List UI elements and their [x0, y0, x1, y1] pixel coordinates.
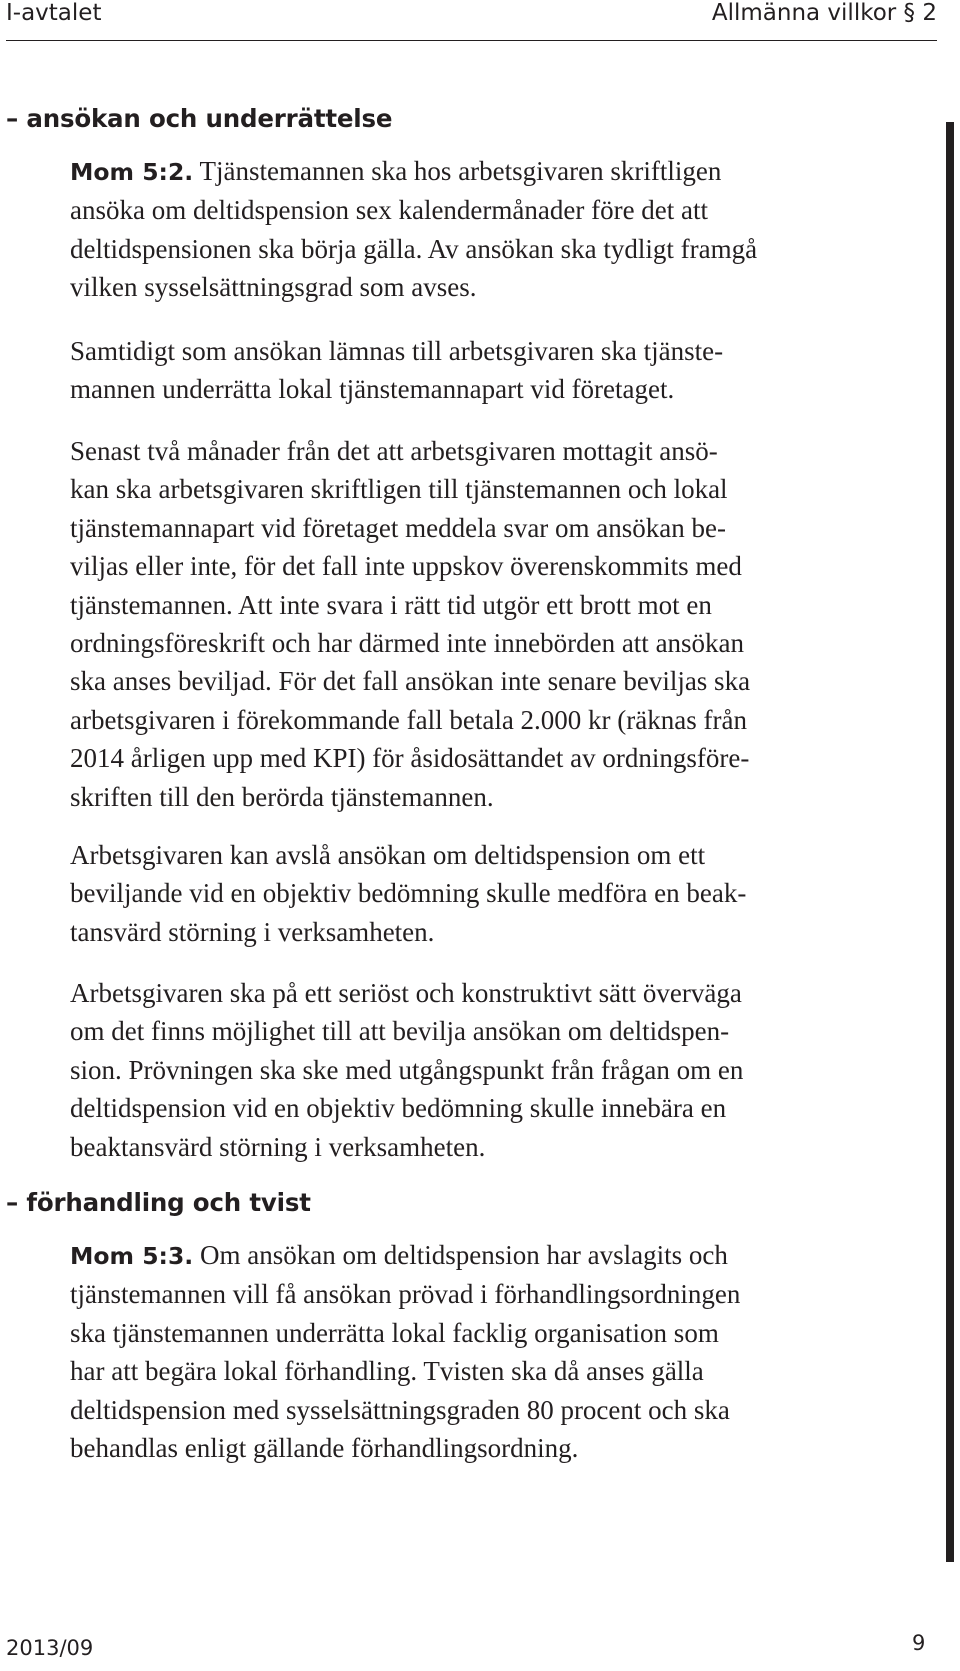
- text-line: mannen underrätta lokal tjänstemannapart vid företaget.: [70, 374, 675, 405]
- text-line: sion. Prövningen ska ske med utgångspunkt från frågan om en: [70, 1054, 744, 1085]
- paragraph-avsla: [70, 836, 910, 951]
- text-line: 2014 årligen upp med KPI) för åsidosättandet av ordningsföre-: [70, 743, 750, 774]
- paragraph-overvaga: [70, 974, 910, 1166]
- text-line: Senast två månader från det att arbetsgivaren mottagit ansö-: [70, 436, 718, 466]
- header-section-name: Allmänna villkor § 2: [711, 0, 937, 26]
- footer-date: 2013/09: [6, 1636, 94, 1660]
- text-line: tjänstemannen. Att inte svara i rätt tid utgör ett brott mot en: [70, 589, 712, 620]
- text-line: skriften till den berörda tjänstemannen.: [70, 781, 494, 812]
- text-line: ansöka om deltidspension sex kalendermånader före det att: [70, 195, 709, 226]
- text-line: ordningsföreskrift och har därmed inte innebörden att ansökan: [70, 628, 745, 659]
- text-line: behandlas enligt gällande förhandlingsordning.: [70, 1433, 579, 1464]
- text-line: Arbetsgivaren kan avslå ansökan om deltidspension om ett: [70, 840, 706, 870]
- section-heading-forhandling: – förhandling och tvist: [6, 1188, 311, 1217]
- text-line: Arbetsgivaren ska på ett seriöst och konstruktivt sätt överväga: [70, 978, 742, 1008]
- text-line: vilken sysselsättningsgrad som avses.: [70, 272, 477, 303]
- text-line: ska tjänstemannen underrätta lokal facklig organisation som: [70, 1317, 719, 1348]
- text-line: tjänstemannen vill få ansökan prövad i förhandlingsordningen: [70, 1279, 741, 1310]
- section-heading-ansokan: – ansökan och underrättelse: [6, 104, 393, 133]
- text-line: [70, 1236, 910, 1275]
- text-line: kan ska arbetsgivaren skriftligen till tjänstemannen och lokal: [70, 474, 728, 505]
- text-line: arbetsgivaren i förekommande fall betala 2.000 kr (räknas från: [70, 704, 747, 735]
- change-bar: [946, 122, 954, 1562]
- text-line: Tjänstemannen ska hos arbetsgivaren skriftligen: [199, 156, 722, 186]
- text-line: deltidspension vid en objektiv bedömning skulle innebära en: [70, 1093, 727, 1124]
- text-line: beviljande vid en objektiv bedömning skulle medföra en beak-: [70, 878, 747, 909]
- text-line: tansvärd störning i verksamheten.: [70, 916, 435, 947]
- mom-label: Mom 5:3.: [70, 1242, 194, 1270]
- text-line: om det finns möjlighet till att bevilja ansökan om deltidspen-: [70, 1016, 730, 1047]
- text-line: Samtidigt som ansökan lämnas till arbetsgivaren ska tjänste-: [70, 336, 724, 366]
- text-line: viljas eller inte, för det fall inte uppskov överenskommits med: [70, 551, 742, 582]
- text-line: Om ansökan om deltidspension har avslagits och: [199, 1240, 728, 1270]
- text-line: har att begära lokal förhandling. Tvisten ska då anses gälla: [70, 1356, 704, 1387]
- mom-label: Mom 5:2.: [70, 158, 194, 186]
- mom-5-2-paragraph: [70, 152, 910, 307]
- text-line: [70, 152, 910, 191]
- text-line: ska anses beviljad. För det fall ansökan inte senare beviljas ska: [70, 666, 751, 697]
- paragraph-svar: [70, 432, 910, 816]
- text-line: tjänstemannapart vid företaget meddela svar om ansökan be-: [70, 512, 727, 543]
- mom-5-3-paragraph: [70, 1236, 910, 1467]
- text-line: deltidspensionen ska börja gälla. Av ansökan ska tydligt framgå: [70, 233, 758, 264]
- header-document-name: I-avtalet: [6, 0, 102, 26]
- page-header: [6, 0, 937, 41]
- page-number: 9: [912, 1631, 926, 1655]
- paragraph-underratta: [70, 332, 910, 409]
- text-line: beaktansvärd störning i verksamheten.: [70, 1131, 486, 1162]
- text-line: deltidspension med sysselsättningsgraden 80 procent och ska: [70, 1394, 730, 1425]
